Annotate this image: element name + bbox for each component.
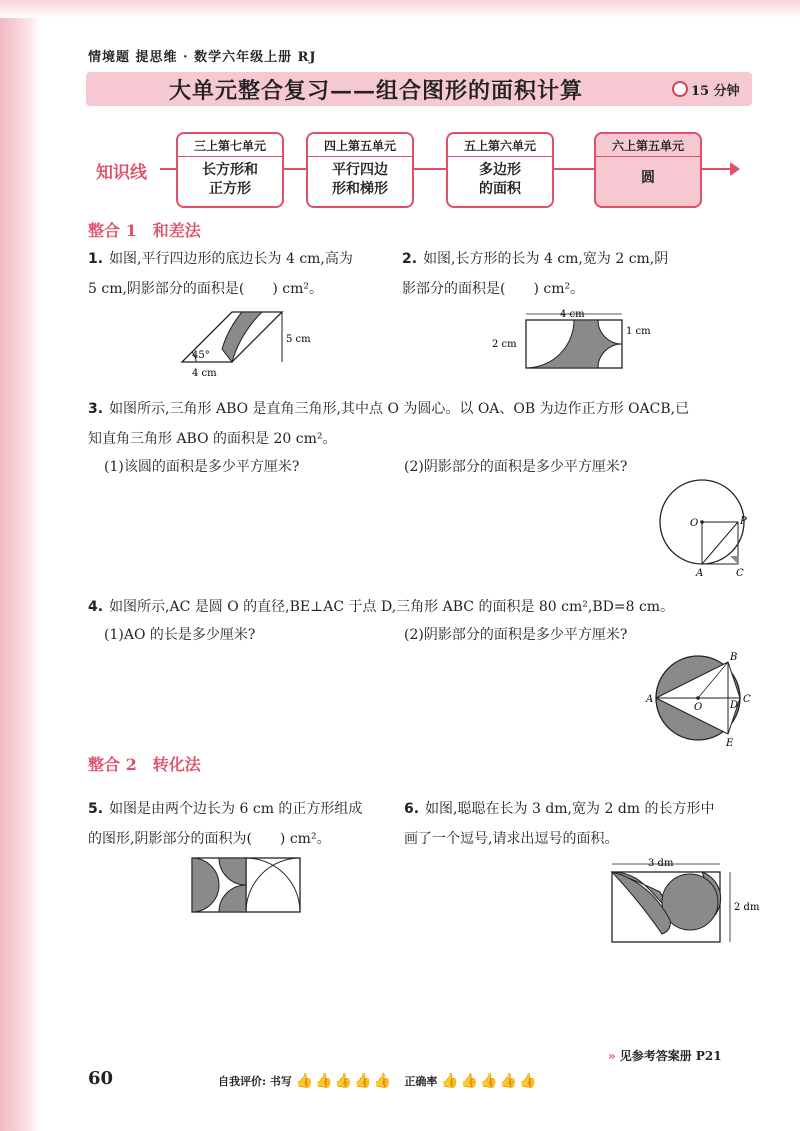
- figure-comma: [600, 852, 780, 948]
- double-chevron-icon: »: [608, 1049, 616, 1063]
- knowledge-box-topic: 多边形 的面积: [479, 162, 521, 197]
- figure-two-squares: [190, 856, 302, 916]
- thumbs-up-icon: 👍👍👍👍👍: [295, 1073, 393, 1089]
- question-text: 如图,平行四边形的底边长为 4 cm,高为: [109, 251, 353, 267]
- length-label: 4 cm: [560, 309, 585, 320]
- point-a-label: A: [646, 694, 654, 705]
- knowledge-box-topic: 平行四边 形和梯形: [332, 162, 388, 197]
- page-title: 大单元整合复习——组合图形的面积计算: [168, 78, 583, 104]
- point-o-label: O: [690, 518, 699, 529]
- angle-label: 45°: [192, 350, 210, 361]
- figure-parallelogram: [170, 304, 330, 384]
- series-header: 情境题 提思维 · 数学六年级上册 RJ: [88, 50, 317, 65]
- clock-icon: [672, 81, 688, 97]
- question-text: 如图所示,三角形 ABO 是直角三角形,其中点 O 为圆心。以 OA、OB 为边作正方形 OACB,已: [109, 401, 690, 417]
- question-3-part-1: (1)该圆的面积是多少平方厘米?: [104, 459, 300, 475]
- question-text: 5 cm,阴影部分的面积是( ) cm²。: [88, 281, 324, 297]
- knowledge-box-2: [306, 132, 414, 208]
- page-edge-left: [0, 0, 40, 1131]
- question-3: [88, 394, 758, 454]
- point-p-label: P: [740, 516, 747, 527]
- question-text: 画了一个逗号,请求出逗号的面积。: [404, 831, 619, 847]
- point-a-label: A: [696, 568, 704, 579]
- knowledge-box-4: [594, 132, 702, 208]
- base-label: 4 cm: [192, 368, 217, 379]
- question-text: 如图,长方形的长为 4 cm,宽为 2 cm,阴: [423, 251, 669, 267]
- question-text: 影部分的面积是( ) cm²。: [402, 281, 585, 297]
- answer-reference: » 见参考答案册 P21: [608, 1049, 722, 1063]
- question-number: 3.: [88, 401, 104, 417]
- question-6: [404, 794, 764, 854]
- question-1: [88, 244, 398, 304]
- point-b-label: B: [730, 652, 738, 663]
- question-text: 如图所示,AC 是圆 O 的直径,BE⊥AC 于点 D,三角形 ABC 的面积是 80 cm²,BD=8 cm。: [109, 599, 675, 615]
- knowledge-line-label: 知识线: [96, 163, 147, 183]
- question-4-part-1: (1)AO 的长是多少厘米?: [104, 627, 256, 643]
- question-text: 如图是由两个边长为 6 cm 的正方形组成: [109, 801, 363, 817]
- knowledge-box-unit: 三上第七单元: [178, 134, 282, 157]
- question-number: 6.: [404, 801, 420, 817]
- knowledge-box-unit: 四上第五单元: [308, 134, 412, 157]
- question-number: 2.: [402, 251, 418, 267]
- question-number: 1.: [88, 251, 104, 267]
- knowledge-box-topic: 圆: [641, 170, 655, 186]
- page-number: 60: [88, 1068, 114, 1089]
- knowledge-box-topic: 长方形和 正方形: [202, 162, 258, 197]
- knowledge-box-unit: 五上第六单元: [448, 134, 552, 157]
- section-title-2: 整合 2 转化法: [88, 755, 201, 774]
- point-d-label: D: [730, 700, 739, 711]
- question-text: 知直角三角形 ABO 的面积是 20 cm²。: [88, 431, 337, 447]
- question-3-part-2: (2)阴影部分的面积是多少平方厘米?: [404, 459, 628, 475]
- question-number: 5.: [88, 801, 104, 817]
- point-c-label: C: [743, 694, 751, 705]
- width-label: 2 dm: [734, 902, 760, 913]
- question-5: [88, 794, 398, 854]
- page-edge-top: [0, 0, 800, 18]
- width-label: 2 cm: [492, 339, 517, 350]
- knowledge-box-3: [446, 132, 554, 208]
- point-e-label: E: [726, 738, 734, 749]
- radius-label: 1 cm: [626, 326, 651, 337]
- question-text: 的图形,阴影部分的面积为( ) cm²。: [88, 831, 331, 847]
- question-text: 如图,聪聪在长为 3 dm,宽为 2 dm 的长方形中: [425, 801, 715, 817]
- knowledge-box-1: [176, 132, 284, 208]
- knowledge-box-unit: 六上第五单元: [596, 134, 700, 157]
- point-o-label: O: [694, 702, 703, 713]
- length-label: 3 dm: [648, 858, 674, 869]
- self-evaluation: 自我评价: 书写 👍👍👍👍👍 正确率 👍👍👍👍👍: [218, 1073, 539, 1089]
- question-4: [88, 592, 758, 622]
- arrow-right-icon: [730, 162, 740, 176]
- thumbs-up-icon: 👍👍👍👍👍: [441, 1073, 539, 1089]
- question-2: [402, 244, 732, 304]
- point-c-label: C: [736, 568, 744, 579]
- figure-circle-square: [650, 472, 770, 582]
- question-4-part-2: (2)阴影部分的面积是多少平方厘米?: [404, 627, 628, 643]
- height-label: 5 cm: [286, 334, 311, 345]
- time-badge: [672, 80, 740, 99]
- figure-circle-diameter: [642, 646, 762, 750]
- figure-rectangle-arcs: [490, 306, 660, 386]
- time-text: 15 分钟: [691, 84, 740, 99]
- section-title-1: 整合 1 和差法: [88, 221, 201, 240]
- question-number: 4.: [88, 599, 104, 615]
